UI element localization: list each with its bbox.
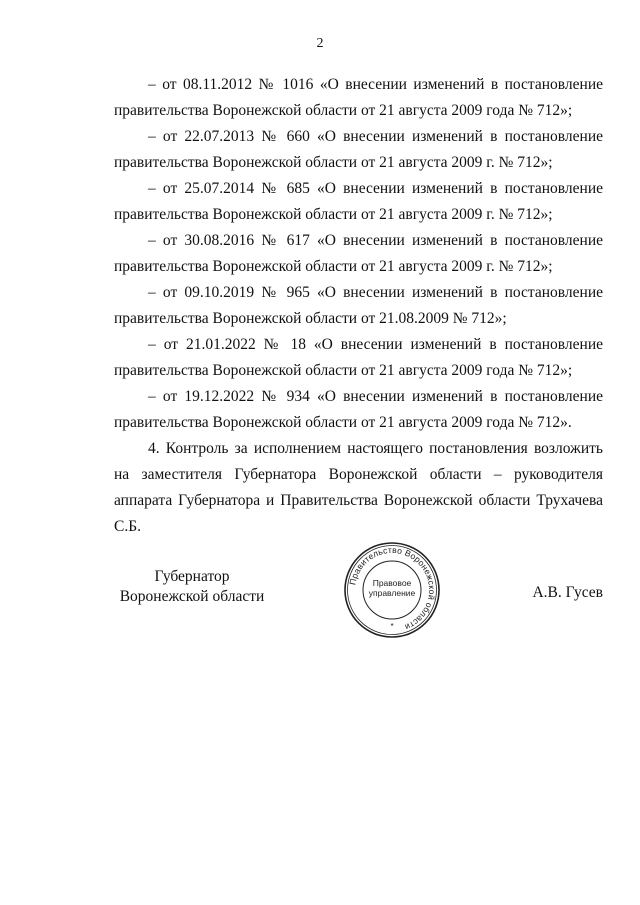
official-stamp [342, 540, 442, 640]
list-item: – от 09.10.2019 № 965 «О внесении изменений в постановление правительства Воронежской области от 21.08.2009 № 712»; [114, 284, 603, 327]
list-item: – от 25.07.2014 № 685 «О внесении изменений в постановление правительства Воронежской области от 21 августа 2009 г. № 712»; [114, 180, 603, 223]
stamp-star: * [390, 622, 394, 631]
list-item: – от 08.11.2012 № 1016 «О внесении изменений в постановление правительства Воронежской области от 21 августа 2009 года № 712»; [114, 76, 603, 119]
list-item: – от 19.12.2022 № 934 «О внесении изменений в постановление правительства Воронежской области от 21 августа 2009 года № 712». [114, 388, 603, 431]
signatory-title-line1: Губернатор [154, 568, 230, 585]
stamp-center-line2: управление [368, 588, 416, 598]
signatory-title-line2: Воронежской области [119, 588, 265, 605]
list-item: – от 21.01.2022 № 18 «О внесении изменений в постановление правительства Воронежской области от 21 августа 2009 года № 712»; [114, 336, 603, 379]
page-number: 2 [316, 36, 324, 51]
document-body [114, 72, 603, 540]
list-item: – от 30.08.2016 № 617 «О внесении изменений в постановление правительства Воронежской области от 21 августа 2009 г. № 712»; [114, 232, 603, 275]
list-item: – от 22.07.2013 № 660 «О внесении изменений в постановление правительства Воронежской области от 21 августа 2009 г. № 712»; [114, 128, 603, 171]
stamp-ring-text: Правительство Воронежской области [347, 544, 438, 633]
signatory-name: А.В. Гусев [532, 584, 603, 601]
signatory-title [112, 567, 272, 607]
control-paragraph: 4. Контроль за исполнением настоящего постановления возложить на заместителя Губернатора Воронежской области – руководителя аппарата Губернатора и Правительства Воронежской области Трухачева С.Б. [114, 440, 603, 535]
stamp-center-line1: Правовое [372, 578, 412, 588]
